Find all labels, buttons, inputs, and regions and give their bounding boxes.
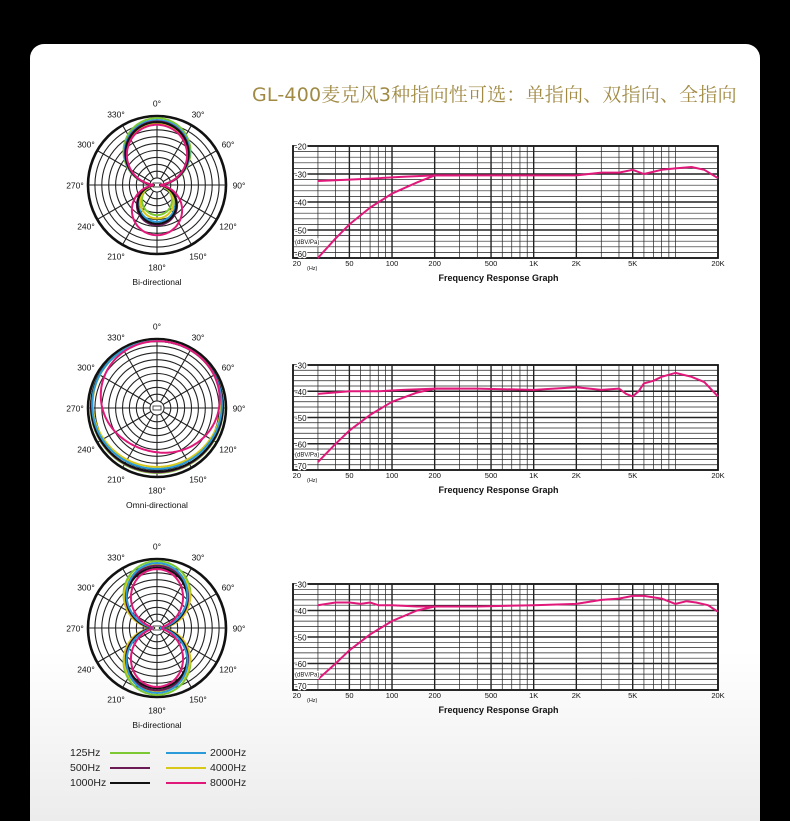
y-tick-label: -60: [295, 660, 307, 669]
polar-angle-label: 210°: [107, 251, 125, 262]
frequency-chart-3: [293, 581, 725, 716]
x-tick-label: 1K: [529, 471, 539, 480]
chart-title: Frequency Response Graph: [438, 273, 559, 283]
polar-angle-label: 330°: [107, 332, 125, 343]
y-tick-label: -20: [295, 142, 307, 152]
polar-angle-label: 300°: [77, 362, 95, 373]
x-tick-label: 2K: [571, 691, 581, 700]
polar-angle-label: 240°: [77, 664, 95, 675]
y-tick-label: -50: [295, 414, 307, 423]
x-tick-label: 200: [428, 691, 441, 700]
y-tick-label: -40: [295, 387, 307, 397]
x-tick-label: 500: [484, 259, 498, 268]
x-tick-label: 20: [292, 691, 301, 700]
polar-angle-label: 60°: [221, 139, 235, 150]
y-tick-label: -30: [295, 361, 307, 371]
polar-angle-label: 30°: [191, 332, 205, 343]
x-tick-label: 50: [345, 259, 354, 268]
y-tick-label: -50: [295, 633, 307, 643]
polar-angle-label: 180°: [148, 262, 166, 273]
polar-angle-label: 270°: [66, 180, 84, 191]
x-tick-label: 20K: [711, 259, 725, 268]
polar-angle-label: 300°: [77, 582, 95, 593]
polar-angle-label: 240°: [77, 221, 95, 232]
x-tick-label: 200: [428, 471, 441, 480]
polar-angle-label: 60°: [221, 362, 235, 373]
x-tick-label: 5K: [628, 471, 638, 480]
polar-angle-label: 0°: [152, 541, 162, 552]
polar-angle-label: 90°: [232, 623, 246, 634]
legend-swatch: [166, 752, 206, 754]
legend-label: 2000Hz: [210, 747, 247, 759]
y-tick-label: -30: [295, 580, 307, 590]
polar-angle-label: 0°: [152, 321, 162, 332]
polar-angle-label: 90°: [232, 403, 246, 414]
polar-angle-label: 150°: [189, 694, 207, 705]
x-tick-label: 20K: [711, 471, 725, 480]
legend-swatch: [110, 752, 150, 754]
legend-item-1000hz: [70, 776, 106, 790]
x-tick-label: 200: [428, 259, 441, 268]
polar-angle-label: 120°: [219, 664, 237, 675]
x-tick-label: 2K: [571, 259, 581, 268]
x-tick-label: 500: [484, 471, 498, 480]
page-title: GL-400麦克风3种指向性可选：单指向、双指向、全指向: [252, 84, 737, 106]
polar-angle-label: 30°: [191, 109, 205, 120]
polar-angle-label: 0°: [152, 98, 162, 109]
polar-chart-3: [66, 542, 245, 731]
x-tick-label: 50: [345, 471, 354, 480]
x-unit-label: (Hz): [307, 478, 318, 484]
legend-item-4000hz: [166, 761, 246, 775]
x-tick-label: 20: [292, 259, 301, 268]
polar-angle-label: 150°: [189, 251, 207, 262]
polar-angle-label: 180°: [148, 485, 166, 496]
y-tick-label: -60: [295, 250, 307, 259]
polar-caption: Bi-directional: [132, 720, 182, 730]
x-tick-label: 50: [345, 691, 354, 700]
legend-swatch: [110, 782, 150, 784]
polar-caption: Bi-directional: [132, 277, 182, 287]
x-tick-label: 1K: [529, 691, 539, 700]
x-tick-label: 20: [292, 471, 301, 480]
polar-chart-2: [66, 322, 245, 511]
y-unit-label: (dBV/Pa): [295, 452, 320, 459]
x-tick-label: 20K: [711, 691, 725, 700]
legend-item-125hz: [70, 746, 100, 760]
legend-label: 500Hz: [70, 762, 101, 774]
x-tick-label: 2K: [571, 471, 581, 480]
polar-angle-label: 210°: [107, 474, 125, 485]
y-tick-label: -30: [295, 170, 307, 180]
y-tick-label: -70: [295, 682, 307, 691]
polar-angle-label: 30°: [191, 552, 205, 563]
legend-item-8000hz: [166, 776, 246, 790]
polar-angle-label: 60°: [221, 582, 235, 593]
legend-label: 4000Hz: [210, 762, 247, 774]
legend-label: 8000Hz: [210, 777, 247, 789]
legend: [70, 744, 300, 794]
legend-item-500hz: [70, 761, 100, 775]
chart-title: Frequency Response Graph: [438, 485, 559, 495]
legend-swatch: [166, 767, 206, 769]
polar-center-mic-icon: [150, 401, 164, 415]
polar-angle-label: 120°: [219, 444, 237, 455]
x-tick-label: 1K: [529, 259, 539, 268]
y-tick-label: -70: [295, 462, 307, 471]
polar-angle-label: 240°: [77, 444, 95, 455]
y-unit-label: (dBV/Pa): [295, 239, 320, 246]
polar-caption: Omni-directional: [126, 500, 188, 510]
legend-item-2000hz: [166, 746, 246, 760]
y-unit-label: (dBV/Pa): [295, 672, 320, 679]
x-tick-label: 100: [385, 259, 399, 268]
x-tick-label: 500: [484, 691, 498, 700]
polar-angle-label: 330°: [107, 109, 125, 120]
legend-label: 125Hz: [70, 747, 101, 759]
polar-angle-label: 120°: [219, 221, 237, 232]
chart-title: Frequency Response Graph: [438, 705, 559, 715]
y-tick-label: -50: [295, 226, 307, 236]
polar-angle-label: 330°: [107, 552, 125, 563]
polar-angle-label: 150°: [189, 474, 207, 485]
polar-chart-1: [66, 99, 245, 288]
polar-angle-label: 300°: [77, 139, 95, 150]
legend-swatch: [110, 767, 150, 769]
polar-angle-label: 270°: [66, 403, 84, 414]
y-tick-label: -60: [295, 440, 307, 450]
y-tick-label: -40: [295, 198, 307, 208]
x-tick-label: 100: [385, 691, 399, 700]
polar-angle-label: 270°: [66, 623, 84, 634]
polar-angle-label: 180°: [148, 705, 166, 716]
polar-angle-label: 90°: [232, 180, 246, 191]
legend-label: 1000Hz: [70, 777, 107, 789]
x-unit-label: (Hz): [307, 266, 318, 272]
x-unit-label: (Hz): [307, 698, 318, 704]
y-tick-label: -40: [295, 607, 307, 616]
legend-swatch: [166, 782, 206, 784]
x-tick-label: 5K: [628, 691, 638, 700]
polar-angle-label: 210°: [107, 694, 125, 705]
frequency-chart-2: [293, 362, 725, 496]
x-tick-label: 100: [385, 471, 399, 480]
x-tick-label: 5K: [628, 259, 638, 268]
frequency-chart-1: [293, 143, 725, 284]
